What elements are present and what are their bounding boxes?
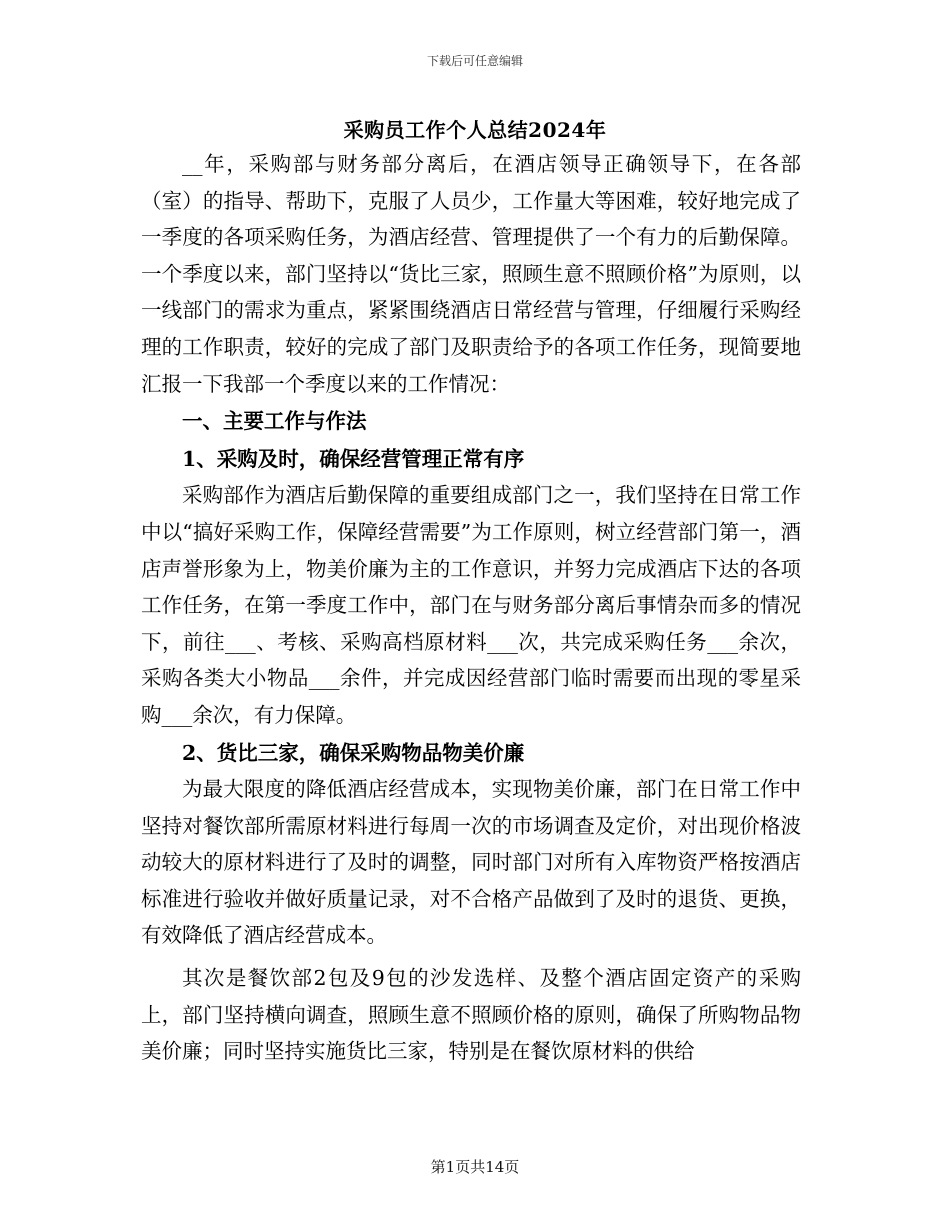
page-number-footer: 第1页共14页 — [430, 1158, 520, 1176]
header-note: 下载后可任意编辑 — [426, 54, 523, 68]
body-paragraph-2: 为最大限度的降低酒店经营成本，实现物美价廉，部门在日常工作中坚持对餐饮部所需原材料进行每周一次的市场调查及定价，对出现价格波动较大的原材料进行了及时的调整，同时部门对所有入库物资严格按酒店标准进行验收并做好质量记录，对不合格产品做到了及时的退货、更换，有效降低了酒店经营成本。 — [141, 777, 801, 948]
body-paragraph-3: 其次是餐饮部2包及9包的沙发选样、及整个酒店固定资产的采购上，部门坚持横向调查，照顾生意不照顾价格的原则，确保了所购物品物美价廉；同时坚持实施货比三家，特别是在餐饮原材料的供给 — [141, 966, 801, 1064]
section-heading-main-work: 一、主要工作与作法 — [182, 409, 367, 434]
subsection-heading-1: 1、采购及时，确保经营管理正常有序 — [182, 446, 525, 471]
document-title: 采购员工作个人总结2024年 — [343, 118, 607, 142]
subsection-heading-2: 2、货比三家，确保采购物品物美价廉 — [182, 740, 525, 765]
document-body — [141, 146, 801, 1070]
intro-paragraph: __年，采购部与财务部分离后，在酒店领导正确领导下，在各部（室）的指导、帮助下，克服了人员少，工作量大等困难，较好地完成了一季度的各项采购任务，为酒店经营、管理提供了一个有力的后勤保障。一个季度以来，部门坚持以“货比三家，照顾生意不照顾价格”为原则，以一线部门的需求为重点，紧紧围绕酒店日常经营与管理，仔细履行采购经理的工作职责，较好的完成了部门及职责给予的各项工作任务，现简要地汇报一下我部一个季度以来的工作情况： — [141, 152, 801, 396]
body-paragraph-1: 采购部作为酒店后勤保障的重要组成部门之一，我们坚持在日常工作中以“搞好采购工作，保障经营需要”为工作原则，树立经营部门第一，酒店声誉形象为上，物美价廉为主的工作意识，并努力完成酒店下达的各项工作任务，在第一季度工作中，部门在与财务部分离后事情杂而多的情况下，前往___、考核、采购高档原材料___次，共完成采购任务___余次，采购各类大小物品___余件，并完成因经营部门临时需要而出现的零星采购___余次，有力保障。 — [141, 483, 801, 727]
